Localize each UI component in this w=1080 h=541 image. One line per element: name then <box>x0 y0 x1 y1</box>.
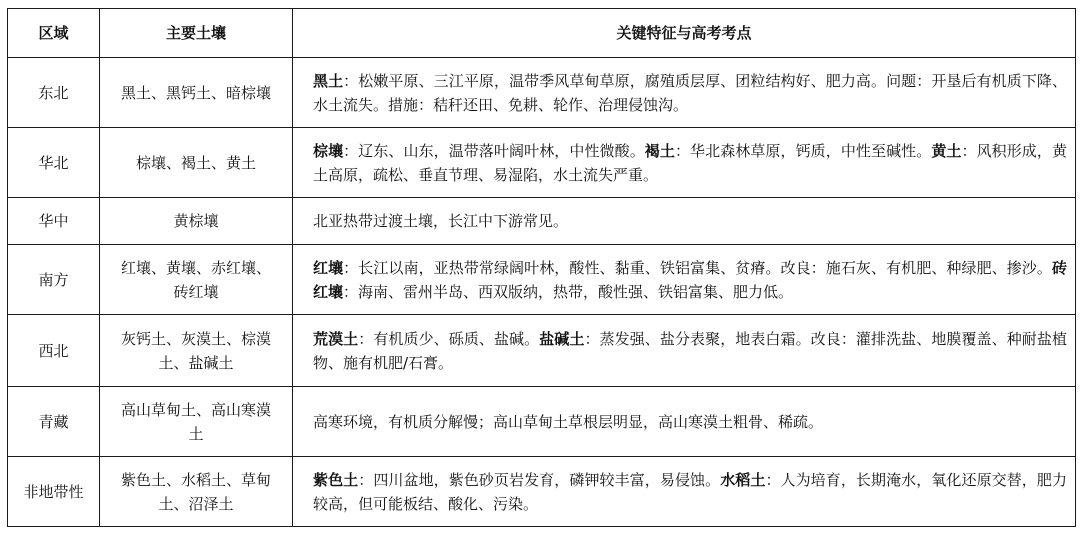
table-row-northwest <box>8 315 1076 387</box>
feature-text: ：松嫩平原、三江平原，温带季风草甸草原，腐殖质层厚、团粒结构好、肥力高。问题：开垦后有机质下降、水土流失。措施：秸秆还田、免耕、轮作、治理侵蚀沟。 <box>313 71 1067 114</box>
feature-text: ：海南、雷州半岛、西双版纳，热带，酸性强、铁铝富集、肥力低。 <box>343 282 794 301</box>
region-cell: 东北 <box>8 58 100 128</box>
region-cell: 青藏 <box>8 387 100 457</box>
soil-term: 黑土 <box>313 71 344 90</box>
header-soils: 主要土壤 <box>100 9 293 58</box>
soil-regions-table <box>7 8 1076 527</box>
features-cell <box>293 58 1076 128</box>
feature-text: ：风积形成，黄土高原，疏松、垂直节理、易湿陷，水土流失严重。 <box>313 141 1067 184</box>
feature-text: ：辽东、山东，温带落叶阔叶林，中性微酸。 <box>343 141 645 160</box>
feature-text: ：四川盆地，紫色砂页岩发育，磷钾较丰富，易侵蚀。 <box>358 470 721 489</box>
features-cell <box>293 315 1076 387</box>
region-cell: 华中 <box>8 198 100 245</box>
soils-cell: 红壤、黄壤、赤红壤、砖红壤 <box>100 245 293 315</box>
soil-term: 黄土 <box>931 141 962 160</box>
feature-text: 北亚热带过渡土壤，长江中下游常见。 <box>313 212 569 230</box>
table-row-qinghai-tibet <box>8 387 1076 457</box>
table-row-azonal <box>8 457 1076 527</box>
soils-cell: 黑土、黑钙土、暗棕壤 <box>100 58 293 128</box>
header-features: 关键特征与高考考点 <box>293 9 1076 58</box>
region-cell: 西北 <box>8 315 100 387</box>
table-row-central <box>8 198 1076 245</box>
soils-cell: 灰钙土、灰漠土、棕漠土、盐碱土 <box>100 315 293 387</box>
table-header-row <box>8 9 1076 58</box>
feature-text: ：有机质少、砾质、盐碱。 <box>358 329 540 348</box>
soils-cell: 紫色土、水稻土、草甸土、沼泽土 <box>100 457 293 527</box>
features-cell <box>293 245 1076 315</box>
soil-term: 红壤 <box>313 258 344 277</box>
feature-text: ：人为培育，长期淹水，氧化还原交替，肥力较高，但可能板结、酸化、污染。 <box>313 470 1067 513</box>
features-cell <box>293 457 1076 527</box>
soil-term: 砖红壤 <box>313 258 1067 301</box>
region-cell: 南方 <box>8 245 100 315</box>
features-cell <box>293 387 1076 457</box>
soil-term: 盐碱土 <box>539 329 585 348</box>
feature-text: ：华北森林草原，钙质，中性至碱性。 <box>674 141 932 160</box>
soil-term: 水稻土 <box>720 470 766 489</box>
table-row-north <box>8 128 1076 198</box>
soils-cell: 高山草甸土、高山寒漠土 <box>100 387 293 457</box>
soil-term: 棕壤 <box>313 141 344 160</box>
table-row-northeast <box>8 58 1076 128</box>
feature-text: ：长江以南，亚热带常绿阔叶林，酸性、黏重、铁铝富集、贫瘠。改良：施石灰、有机肥、种绿肥、掺沙。 <box>343 258 1052 277</box>
soil-table-container <box>7 8 1075 527</box>
header-region: 区域 <box>8 9 100 58</box>
features-cell <box>293 128 1076 198</box>
soils-cell: 棕壤、褐土、黄土 <box>100 128 293 198</box>
region-cell: 非地带性 <box>8 457 100 527</box>
soil-term: 褐土 <box>644 141 675 160</box>
feature-text: 高寒环境，有机质分解慢；高山草甸土草根层明显，高山寒漠土粗骨、稀疏。 <box>313 412 824 431</box>
features-cell <box>293 198 1076 245</box>
table-row-south <box>8 245 1076 315</box>
region-cell: 华北 <box>8 128 100 198</box>
soil-term: 紫色土 <box>313 470 359 489</box>
feature-text: ：蒸发强、盐分表聚，地表白霜。改良：灌排洗盐、地膜覆盖、种耐盐植物、施有机肥/石膏。 <box>313 329 1067 372</box>
soil-term: 荒漠土 <box>313 329 359 348</box>
soils-cell: 黄棕壤 <box>100 198 293 245</box>
